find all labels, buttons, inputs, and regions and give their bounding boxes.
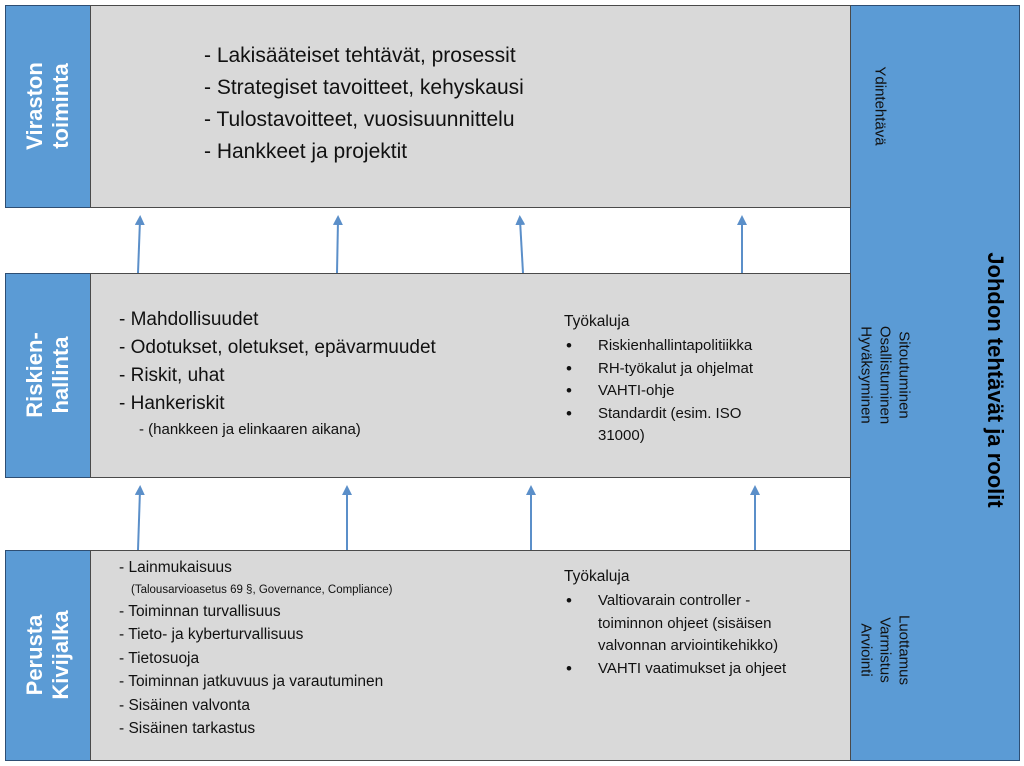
list-item: - Hankkeet ja projektit xyxy=(204,140,408,163)
up-arrow-3 xyxy=(520,220,523,273)
tool-item: • VAHTI vaatimukset ja ohjeet xyxy=(564,658,786,681)
list-item: - Sisäinen tarkastus xyxy=(119,720,256,737)
row-label-perusta: Perusta Kivijalka xyxy=(22,610,73,700)
list-item: - Lainmukaisuus xyxy=(119,559,232,576)
list-item-sub: (Talousarvioasetus 69 §, Governance, Compliance) xyxy=(131,583,393,596)
list-item: - Toiminnan jatkuvuus ja varautuminen xyxy=(119,673,384,690)
right-label-perusta: Luottamus Varmistus Arviointi xyxy=(857,614,913,686)
tool-item: • Valtiovarain controller - toiminnon ohjeet (sisäisen valvonnan arviointikehikko) xyxy=(564,590,786,658)
tool-item: • RH-työkalut ja ohjelmat xyxy=(564,358,753,381)
tools-heading: Työkaluja xyxy=(564,313,630,330)
right-label-viraston: Ydintehtävä xyxy=(871,66,889,146)
row-label-riski: Riskien- hallinta xyxy=(22,332,73,418)
list-item: - Odotukset, oletukset, epävarmuudet xyxy=(119,337,436,358)
tool-item: • Riskienhallintapolitiikka xyxy=(564,335,753,358)
up-arrow-1 xyxy=(138,220,140,273)
list-item: - Hankeriskit xyxy=(119,393,225,414)
tools-heading: Työkaluja xyxy=(564,568,630,585)
list-item: - Tulostavoitteet, vuosisuunnittelu xyxy=(204,108,515,131)
list-item: - Tieto- ja kyberturvallisuus xyxy=(119,626,304,643)
list-item: - Mahdollisuudet xyxy=(119,309,259,330)
tool-item: • VAHTI-ohje xyxy=(564,380,753,403)
management-roles-title: Johdon tehtävät ja roolit xyxy=(983,252,1008,508)
list-item: - Lakisääteiset tehtävät, prosessit xyxy=(204,44,516,67)
list-item: - Riskit, uhat xyxy=(119,365,225,386)
list-item: - Tietosuoja xyxy=(119,649,200,667)
list-item-sub: - (hankkeen ja elinkaaren aikana) xyxy=(139,421,361,438)
up-arrow-2 xyxy=(337,220,338,273)
list-item: - Toiminnan turvallisuus xyxy=(119,602,281,620)
tool-item: • Standardit (esim. ISO 31000) xyxy=(564,403,753,448)
list-item: - Strategiset tavoitteet, kehyskausi xyxy=(204,76,524,99)
right-label-riski: Sitoutuminen Osallistuminen Hyväksyminen xyxy=(857,325,913,425)
row-label-viraston: Viraston toiminta xyxy=(22,62,73,150)
list-item: - Sisäinen valvonta xyxy=(119,696,250,714)
up-arrow-5 xyxy=(138,490,140,550)
